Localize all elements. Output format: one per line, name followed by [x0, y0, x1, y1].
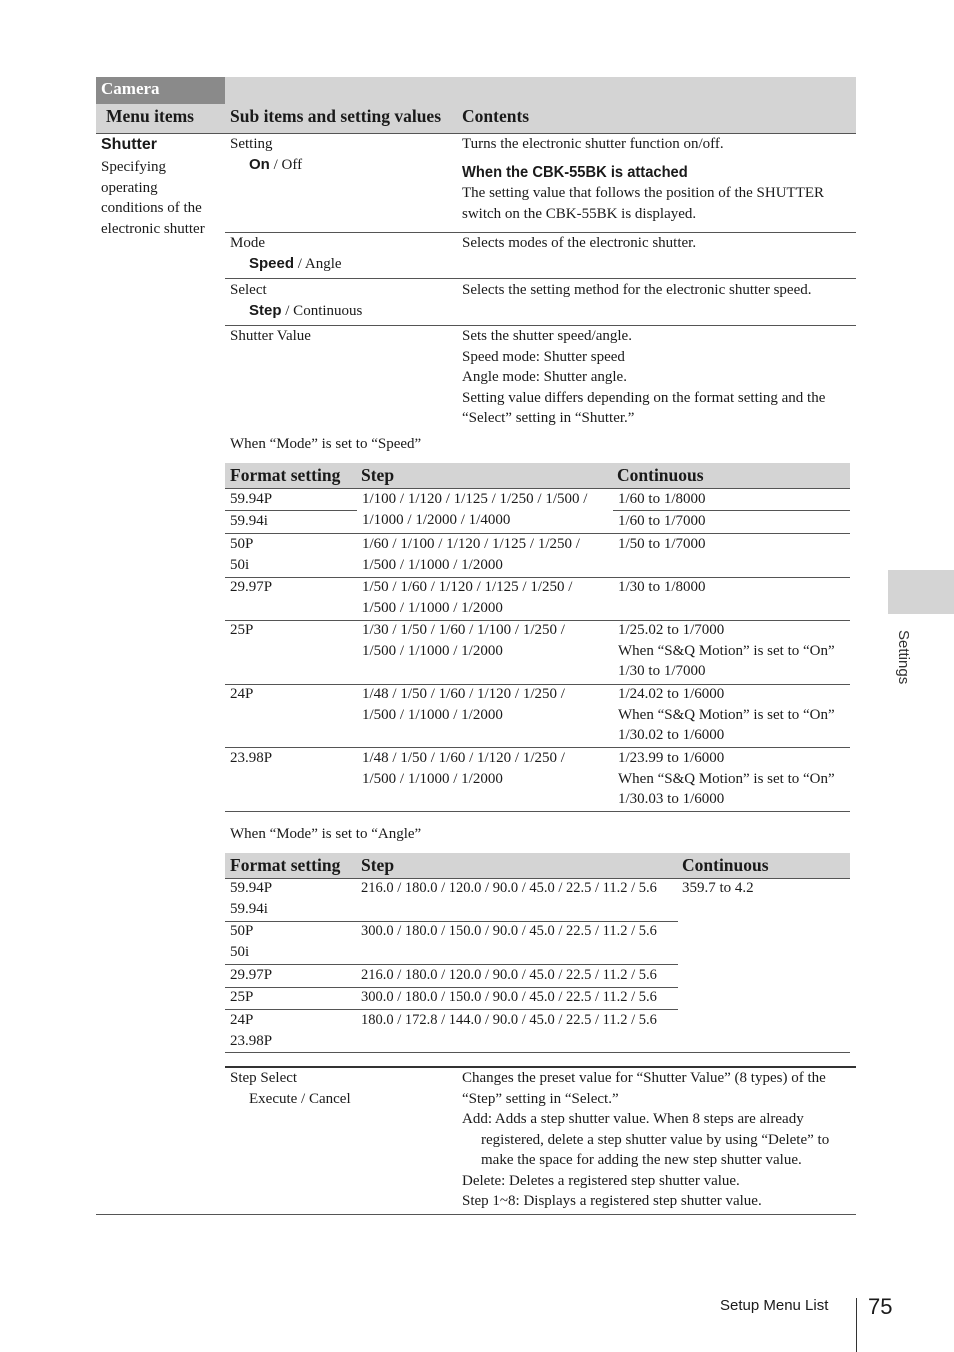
- sub-item-values: [230, 301, 362, 322]
- menu-item-desc-line: conditions of the: [101, 200, 202, 216]
- speed-format-line: 50P: [230, 536, 254, 552]
- content-line: Add: Adds a step shutter value. When 8 steps are already: [462, 1111, 804, 1127]
- angle-format-line: 50P: [230, 923, 254, 939]
- column-header-sub-items: Sub items and setting values: [230, 106, 442, 126]
- content-text: Turns the electronic shutter function on/off.: [462, 136, 724, 152]
- content-line: Angle mode: Shutter angle.: [462, 369, 627, 385]
- menu-item-desc-line: operating: [101, 179, 158, 196]
- sub-item-step-select: [230, 1068, 351, 1109]
- speed-step-line: 1/60 / 1/100 / 1/120 / 1/125 / 1/250 /: [362, 536, 580, 552]
- speed-step-cell: [362, 684, 565, 725]
- angle-format-line: 59.94i: [230, 900, 268, 917]
- speed-col-format: Format setting: [230, 465, 341, 485]
- footer-divider: [856, 1298, 857, 1352]
- content-line: Speed mode: Shutter speed: [462, 348, 625, 365]
- speed-format-cell: 23.98P: [230, 750, 273, 766]
- speed-step-cell: [362, 748, 565, 789]
- angle-step-cell: 216.0 / 180.0 / 120.0 / 90.0 / 45.0 / 22.5 / 11.2 / 5.6: [361, 880, 657, 896]
- note-line: The setting value that follows the position of the SHUTTER: [462, 185, 825, 201]
- angle-cont-cell: 359.7 to 4.2: [682, 880, 754, 896]
- speed-step-line: 1/48 / 1/50 / 1/60 / 1/120 / 1/250 /: [362, 750, 565, 766]
- speed-table-bottom-rule: [225, 811, 850, 812]
- speed-format-cell: [230, 534, 253, 575]
- speed-step-line: 1/500 / 1/1000 / 1/2000: [362, 706, 503, 723]
- speed-step-line: 1/500 / 1/1000 / 1/2000: [362, 556, 503, 573]
- section-tab-camera: Camera: [96, 77, 225, 104]
- sub-item-shutter-value: Shutter Value: [230, 328, 311, 344]
- speed-cont-line: When “S&Q Motion” is set to “On”: [618, 770, 835, 787]
- speed-format-cell: 29.97P: [230, 579, 273, 595]
- speed-step-line: 1/500 / 1/1000 / 1/2000: [362, 642, 503, 659]
- content-line: Delete: Deletes a registered step shutter value.: [462, 1172, 740, 1189]
- menu-item-desc-line: Specifying: [101, 159, 166, 175]
- angle-step-cell: 300.0 / 180.0 / 150.0 / 90.0 / 45.0 / 22.5 / 11.2 / 5.6: [361, 989, 657, 1005]
- angle-col-step: Step: [361, 855, 395, 875]
- other-values: / Angle: [294, 255, 342, 272]
- speed-cont-line: 1/30 to 1/7000: [618, 663, 706, 679]
- angle-format-cell: 29.97P: [230, 967, 273, 983]
- speed-cont-cell: 1/50 to 1/7000: [618, 536, 706, 552]
- speed-table-caption: When “Mode” is set to “Speed”: [230, 436, 422, 452]
- speed-format-cell: 59.94i: [230, 513, 268, 529]
- speed-cont-line: 1/24.02 to 1/6000: [618, 686, 725, 702]
- speed-step-line: 1/500 / 1/1000 / 1/2000: [362, 770, 503, 787]
- content-setting: [462, 134, 854, 224]
- speed-step-line: 1/100 / 1/120 / 1/125 / 1/250 / 1/500 /: [362, 491, 588, 507]
- footer-section-name: Setup Menu List: [720, 1297, 829, 1314]
- speed-col-step: Step: [361, 465, 395, 485]
- other-values: / Off: [269, 156, 303, 173]
- angle-step-cell: 216.0 / 180.0 / 120.0 / 90.0 / 45.0 / 22.5 / 11.2 / 5.6: [361, 967, 657, 983]
- speed-format-cell: 24P: [230, 686, 254, 702]
- speed-cont-line: When “S&Q Motion” is set to “On”: [618, 642, 835, 659]
- angle-table-bottom-rule: [225, 1052, 850, 1053]
- menu-item-desc-line: electronic shutter: [101, 220, 205, 237]
- speed-format-line: 50i: [230, 556, 250, 573]
- angle-table-caption: When “Mode” is set to “Angle”: [230, 826, 422, 842]
- speed-cont-cell: 1/60 to 1/7000: [618, 513, 706, 529]
- sub-item-values: [230, 155, 302, 176]
- speed-step-line: 1/48 / 1/50 / 1/60 / 1/120 / 1/250 /: [362, 686, 565, 702]
- speed-step-cell: [362, 489, 587, 530]
- content-line: “Step” setting in “Select.”: [462, 1090, 619, 1107]
- angle-format-line: 50i: [230, 943, 250, 960]
- content-shutter-value: [462, 326, 854, 429]
- angle-format-line: 24P: [230, 1012, 254, 1028]
- row-divider: [225, 278, 856, 279]
- side-tab-marker: [888, 570, 954, 614]
- speed-step-line: 1/50 / 1/60 / 1/120 / 1/125 / 1/250 /: [362, 579, 573, 595]
- sub-item-values: [230, 254, 342, 275]
- speed-cont-line: 1/30.03 to 1/6000: [618, 791, 725, 807]
- angle-format-cell: [230, 1010, 272, 1051]
- default-value: Step: [249, 301, 282, 319]
- other-values: / Continuous: [281, 302, 363, 319]
- speed-step-cell: [362, 534, 580, 575]
- page-number: 75: [868, 1294, 893, 1319]
- speed-col-continuous: Continuous: [617, 465, 704, 485]
- content-select: Selects the setting method for the electronic shutter speed.: [462, 282, 812, 298]
- sub-item-mode: [230, 233, 342, 274]
- column-header-menu-items: Menu items: [106, 106, 194, 126]
- angle-format-cell: 25P: [230, 989, 254, 1005]
- angle-format-cell: [230, 921, 253, 962]
- table-bottom-rule: [96, 1214, 856, 1215]
- speed-table-header: [225, 463, 850, 488]
- angle-col-format: Format setting: [230, 855, 341, 875]
- content-line: make the space for adding the new step shutter value.: [481, 1152, 802, 1168]
- speed-step-cell: [362, 620, 565, 661]
- speed-cont-cell: 1/30 to 1/8000: [618, 579, 706, 595]
- speed-cont-cell: 1/60 to 1/8000: [618, 491, 706, 507]
- content-line: Setting value differs depending on the format setting and the: [462, 389, 826, 406]
- sub-item-select: [230, 280, 362, 321]
- speed-step-line: 1/1000 / 1/2000 / 1/4000: [362, 511, 511, 528]
- angle-col-continuous: Continuous: [682, 855, 769, 875]
- speed-cont-line: 1/25.02 to 1/7000: [618, 622, 725, 638]
- content-line: registered, delete a step shutter value by using “Delete” to: [481, 1131, 830, 1148]
- default-value: Speed: [249, 254, 295, 272]
- content-step-select: [462, 1068, 854, 1212]
- default-value: On: [249, 155, 270, 173]
- sub-item-label: Step Select: [230, 1070, 298, 1086]
- speed-step-line: 1/30 / 1/50 / 1/60 / 1/100 / 1/250 /: [362, 622, 565, 638]
- speed-cont-cell: [618, 684, 835, 746]
- content-line: “Select” setting in “Shutter.”: [462, 410, 635, 426]
- speed-cont-cell: [618, 748, 835, 810]
- menu-item-title: Shutter: [101, 136, 157, 153]
- speed-cont-cell: [618, 620, 835, 682]
- note-line: switch on the CBK-55BK is displayed.: [462, 205, 697, 222]
- speed-format-cell: 59.94P: [230, 491, 273, 507]
- angle-format-line: 59.94P: [230, 880, 273, 896]
- angle-format-cell: [230, 878, 272, 919]
- sub-item-label: Select: [230, 282, 267, 298]
- side-tab-label: Settings: [895, 630, 912, 685]
- sub-item-setting: [230, 134, 302, 175]
- speed-format-cell: 25P: [230, 622, 254, 638]
- angle-table-header: [225, 853, 850, 878]
- column-header-contents: Contents: [462, 106, 530, 126]
- angle-format-line: 23.98P: [230, 1032, 273, 1049]
- angle-step-cell: 180.0 / 172.8 / 144.0 / 90.0 / 45.0 / 22.5 / 11.2 / 5.6: [361, 1012, 657, 1028]
- speed-cont-line: When “S&Q Motion” is set to “On”: [618, 706, 835, 723]
- content-line: Changes the preset value for “Shutter Value” (8 types) of the: [462, 1070, 826, 1086]
- content-line: Step 1~8: Displays a registered step shutter value.: [462, 1193, 762, 1209]
- speed-step-cell: [362, 577, 572, 618]
- sub-item-label: Mode: [230, 235, 265, 251]
- speed-cont-line: 1/30.02 to 1/6000: [618, 727, 725, 743]
- speed-step-line: 1/500 / 1/1000 / 1/2000: [362, 599, 503, 616]
- angle-step-cell: 300.0 / 180.0 / 150.0 / 90.0 / 45.0 / 22.5 / 11.2 / 5.6: [361, 923, 657, 939]
- content-line: Sets the shutter speed/angle.: [462, 328, 632, 344]
- sub-item-label: Setting: [230, 136, 273, 152]
- sub-item-values: Execute / Cancel: [249, 1090, 351, 1107]
- note-title: When the CBK-55BK is attached: [462, 163, 688, 181]
- menu-item-description: [101, 157, 221, 239]
- content-mode: Selects modes of the electronic shutter.: [462, 235, 697, 251]
- speed-cont-line: 1/23.99 to 1/6000: [618, 750, 725, 766]
